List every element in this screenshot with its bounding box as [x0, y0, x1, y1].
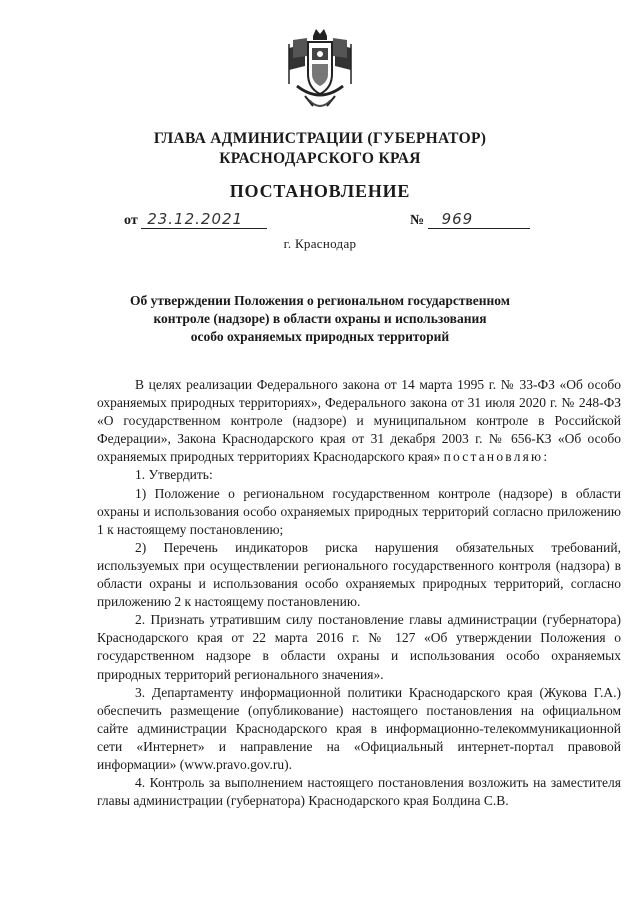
- document-type: ПОСТАНОВЛЕНИЕ: [229, 181, 411, 201]
- document-body: [97, 376, 621, 810]
- title-line-3: особо охраняемых природных территорий: [190, 329, 450, 344]
- coat-of-arms-icon: [283, 26, 357, 114]
- title-line-1: Об утверждении Положения о региональном государственном: [130, 293, 510, 308]
- date-value: 23.12.2021: [141, 210, 267, 229]
- paragraph-2: 2. Признать утратившим силу постановление главы администрации (губернатора) Краснодарского края от 22 марта 2016 г. № 127 «Об утверждении Положения о государственном надзоре в области охраны и использования особо охраняемых природных территорий регионального значения».: [97, 612, 621, 682]
- issuer-line-2: КРАСНОДАРСКОГО КРАЯ: [219, 150, 421, 167]
- issuer-line-1: ГЛАВА АДМИНИСТРАЦИИ (ГУБЕРНАТОР): [153, 130, 487, 147]
- preamble-paragraph: [97, 376, 621, 466]
- preamble-text: В целях реализации Федерального закона от 14 марта 1995 г. № 33-ФЗ «Об особо охраняемых природных территориях», Федерального закона от 31 июля 2020 г. № 248-ФЗ «О государственном контроле (надзоре) и муниципальном контроле в Российской Федерации», Закона Краснодарского края от 31 декабря 2003 г. № 656-КЗ «Об особо охраняемых природных территориях Краснодарского края»: [97, 377, 621, 465]
- title-line-2: контроле (надзоре) в области охраны и использования: [153, 311, 487, 326]
- number-prefix: №: [410, 213, 425, 228]
- document-title: [120, 292, 520, 346]
- number-value: 969: [428, 210, 530, 229]
- city: г. Краснодар: [283, 236, 357, 251]
- date-prefix: от: [124, 213, 138, 228]
- paragraph-3: 3. Департаменту информационной политики Краснодарского края (Жукова Г.А.) обеспечить размещение (опубликование) настоящего постановления на официальном сайте администрации Краснодарского края в информационно-телекоммуникационной сети «Интернет» и направление на «Официальный интернет-портал правовой информации» (www.pravo.gov.ru).: [97, 684, 621, 772]
- paragraph-4: 4. Контроль за выполнением настоящего постановления возложить на заместителя главы администрации (губернатора) Краснодарского края Болдина С.В.: [97, 775, 621, 809]
- decree-word: постановляю:: [443, 449, 550, 465]
- paragraph-1: 1. Утвердить:: [135, 467, 213, 483]
- paragraph-1-1: 1) Положение о региональном государственном контроле (надзоре) в области охраны и использования особо охраняемых природных территорий согласно приложению 1 к настоящему постановлению;: [97, 485, 621, 537]
- paragraph-1-2: 2) Перечень индикаторов риска нарушения обязательных требований, используемых при осуществлении регионального государственного контроля (надзора) в области охраны и использования особо охраняемых природных территорий, согласно приложению 2 к настоящему постановлению.: [97, 539, 621, 610]
- number-field: [410, 210, 530, 229]
- date-field: [124, 210, 267, 229]
